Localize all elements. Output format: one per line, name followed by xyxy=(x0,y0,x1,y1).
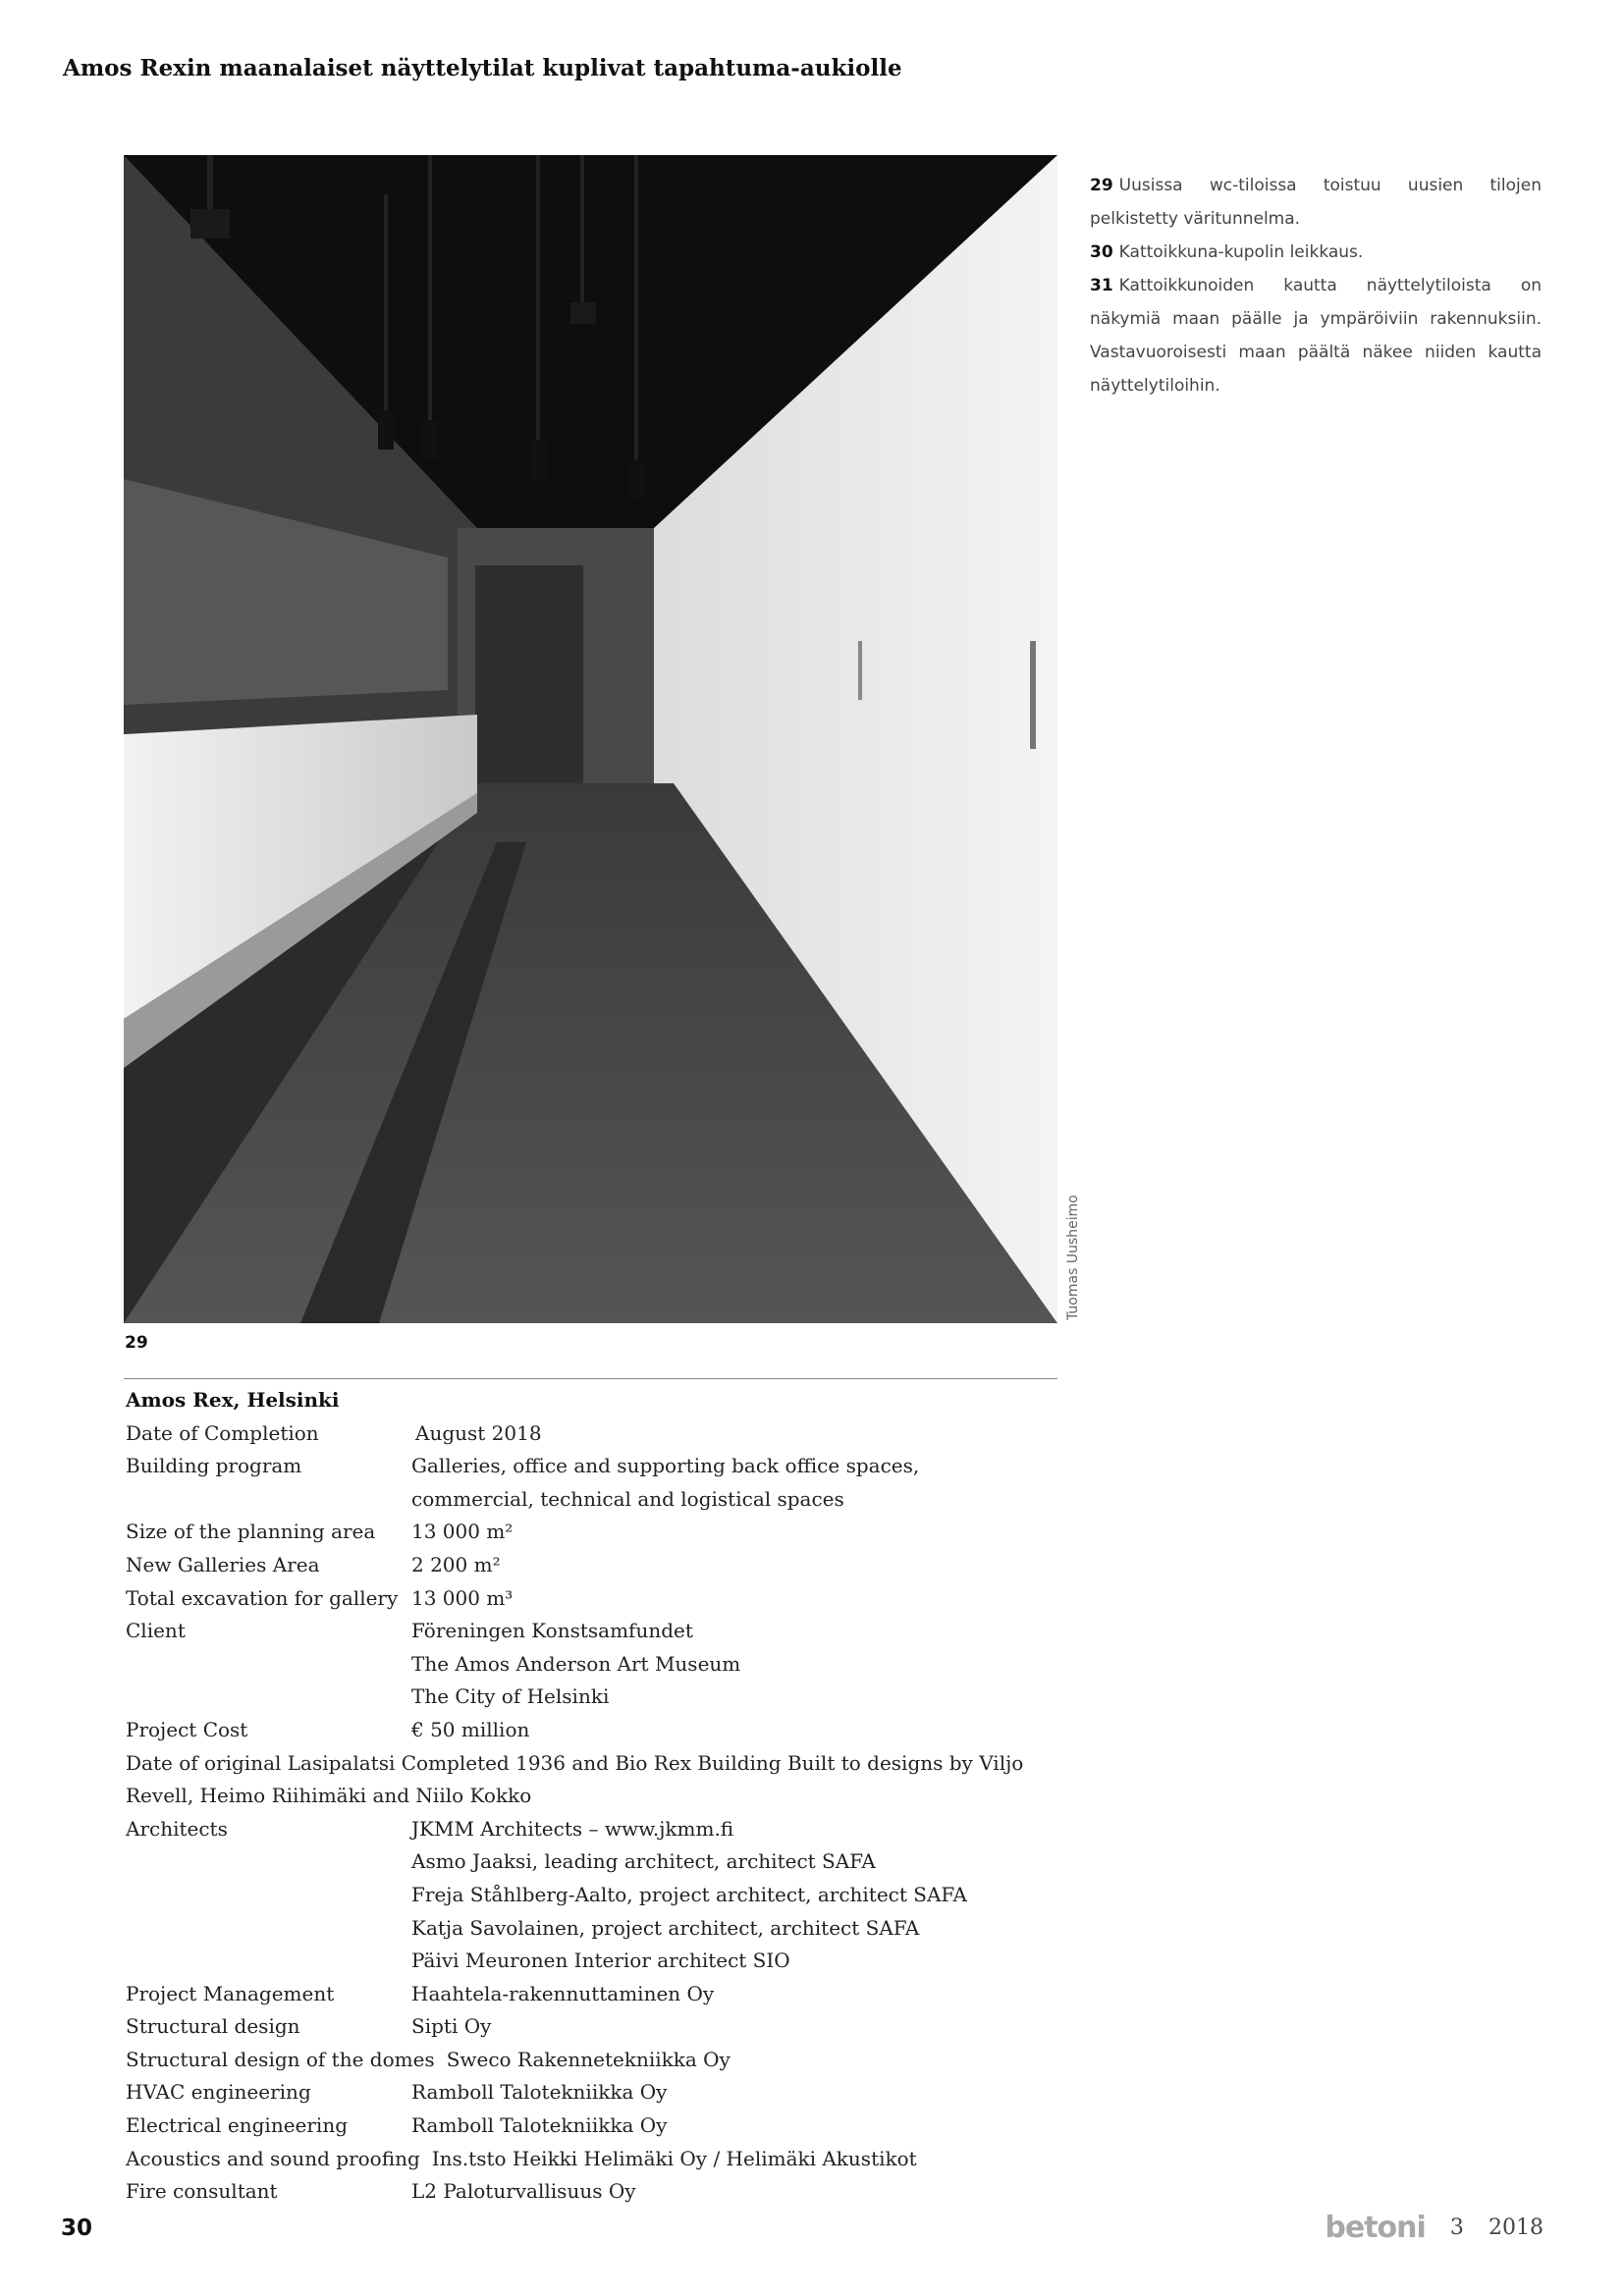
fact-value-continued: Päivi Meuronen Interior architect SIO xyxy=(411,1949,790,1973)
fact-value: Sipti Oy xyxy=(411,2014,492,2039)
project-facts xyxy=(126,1384,1068,2209)
fact-label: Date of Completion xyxy=(126,1420,319,1445)
fact-value-continued: Katja Savolainen, project architect, architect SAFA xyxy=(411,1915,920,1940)
fact-structural-design xyxy=(126,2010,1068,2044)
brand-logo: betoni xyxy=(1325,2211,1426,2245)
fact-value: L2 Paloturvallisuus Oy xyxy=(411,2179,636,2204)
fact-label: Building program xyxy=(126,1454,302,1478)
fact-value-continued: Freja Ståhlberg-Aalto, project architect, architect SAFA xyxy=(411,1882,967,1906)
fact-value: 2 200 m² xyxy=(411,1552,501,1576)
fact-date-completion xyxy=(126,1417,1068,1451)
fact-value: August 2018 xyxy=(415,1420,542,1445)
photo-restroom xyxy=(124,155,1057,1323)
caption-text: Uusissa wc-tiloissa toistuu uusien tilojen pelkistetty väritunnelma. xyxy=(1090,176,1542,229)
page-number: 30 xyxy=(61,2216,93,2241)
fact-hvac xyxy=(126,2076,1068,2109)
fact-planning-area xyxy=(126,1516,1068,1549)
fact-value: JKMM Architects – www.jkmm.fi xyxy=(411,1816,734,1841)
fact-client xyxy=(126,1615,1068,1648)
caption-item xyxy=(1090,269,1542,402)
fact-label: Fire consultant xyxy=(126,2179,278,2204)
caption-number: 29 xyxy=(1090,176,1113,195)
fact-value: Sweco Rakennetekniikka Oy xyxy=(446,2047,731,2071)
caption-text: Kattoikkuna-kupolin leikkaus. xyxy=(1118,242,1364,262)
fact-value-continued: Asmo Jaaksi, leading architect, architect SAFA xyxy=(411,1849,876,1874)
fact-label: Acoustics and sound proofing xyxy=(126,2146,420,2170)
fact-label: Structural design xyxy=(126,2014,300,2039)
fact-value: € 50 million xyxy=(411,1717,530,1741)
fact-electrical xyxy=(126,2109,1068,2143)
fact-fire xyxy=(126,2175,1068,2209)
caption-number: 30 xyxy=(1090,242,1113,262)
article-title: Amos Rexin maanalaiset näyttelytilat kuplivat tapahtuma-aukiolle xyxy=(63,55,902,81)
fact-label: New Galleries Area xyxy=(126,1552,320,1576)
fact-label: HVAC engineering xyxy=(126,2080,311,2105)
fact-project-cost xyxy=(126,1714,1068,1747)
fact-label: Project Cost xyxy=(126,1717,248,1741)
issue-year: 2018 xyxy=(1489,2216,1543,2240)
caption-item xyxy=(1090,169,1542,236)
photo-number: 29 xyxy=(125,1333,148,1353)
fact-label: Structural design of the domes xyxy=(126,2047,435,2071)
fact-value: 13 000 m² xyxy=(411,1520,514,1544)
fact-label: Client xyxy=(126,1619,186,1643)
fact-value-continued: commercial, technical and logistical spaces xyxy=(411,1486,844,1511)
fact-value: Completed 1936 and Bio Rex Building Built to designs by Viljo Revell, Heimo Riihimäki and Niilo Kokko xyxy=(126,1750,1024,1808)
captions xyxy=(1090,169,1542,402)
fact-project-management xyxy=(126,1978,1068,2011)
divider xyxy=(124,1378,1057,1379)
fact-label: Total excavation for gallery xyxy=(126,1585,399,1610)
footer-publication xyxy=(1325,2211,1543,2245)
fact-building-program xyxy=(126,1450,1068,1483)
fact-label: Size of the planning area xyxy=(126,1520,376,1544)
fact-value: Haahtela-rakennuttaminen Oy xyxy=(411,1981,715,2005)
fact-original-date xyxy=(126,1747,1063,1813)
caption-item xyxy=(1090,236,1542,269)
fact-value-continued: The City of Helsinki xyxy=(411,1684,610,1709)
fact-architects xyxy=(126,1813,1068,1846)
fact-galleries-area xyxy=(126,1549,1068,1582)
issue-number: 3 xyxy=(1449,2216,1464,2240)
fact-value: Ramboll Talotekniikka Oy xyxy=(411,2113,668,2138)
fact-acoustics xyxy=(126,2143,1068,2176)
fact-value: Föreningen Konstsamfundet xyxy=(411,1619,693,1643)
fact-label: Date of original Lasipalatsi xyxy=(126,1750,396,1775)
fact-excavation xyxy=(126,1582,1068,1616)
caption-text: Kattoikkunoiden kautta näyttelytiloista on näkymiä maan päälle ja ympäröiviin rakennuksiin. Vastavuoroisesti maan päältä näkee niiden kautta näyttelytiloihin. xyxy=(1090,276,1542,396)
photo-credit: Tuomas Uusheimo xyxy=(1065,1195,1081,1320)
fact-value: Galleries, office and supporting back office spaces, xyxy=(411,1454,920,1478)
fact-label: Project Management xyxy=(126,1981,335,2005)
fact-value: Ins.tsto Heikki Helimäki Oy / Helimäki Akustikot xyxy=(431,2146,917,2170)
fact-label: Electrical engineering xyxy=(126,2113,349,2138)
facts-title: Amos Rex, Helsinki xyxy=(126,1388,340,1412)
fact-value-continued: The Amos Anderson Art Museum xyxy=(411,1651,741,1676)
fact-value: 13 000 m³ xyxy=(411,1585,514,1610)
fact-value: Ramboll Talotekniikka Oy xyxy=(411,2080,668,2105)
fact-structural-domes xyxy=(126,2044,1068,2077)
fact-label: Architects xyxy=(126,1816,228,1841)
caption-number: 31 xyxy=(1090,276,1113,295)
